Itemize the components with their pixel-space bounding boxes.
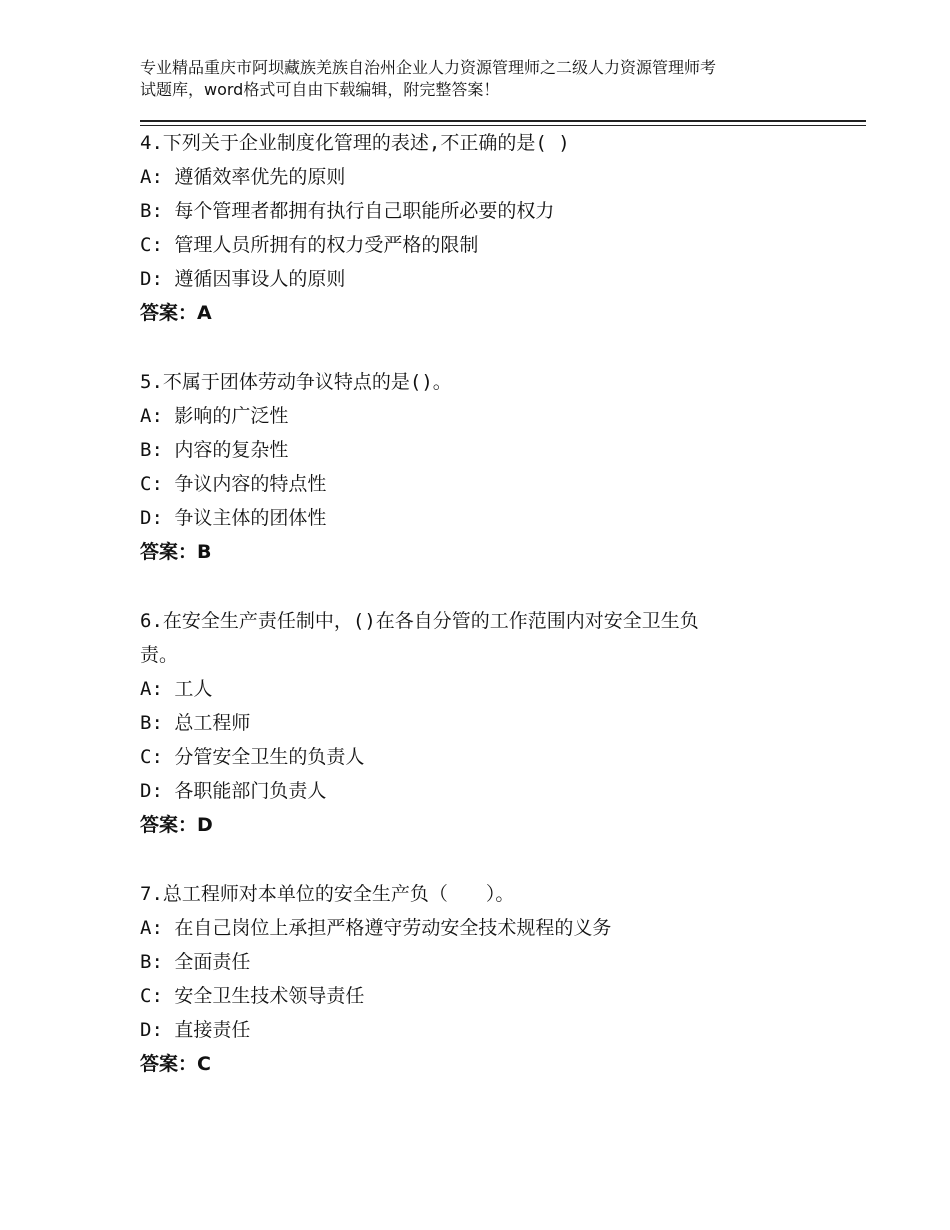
option-a: A: 影响的广泛性 <box>140 405 289 427</box>
option-d: D: 各职能部门负责人 <box>140 780 327 802</box>
option-d: D: 直接责任 <box>140 1019 251 1041</box>
option-c: C: 争议内容的特点性 <box>140 473 327 495</box>
question-stem-continued: 责。 <box>140 644 179 666</box>
header-divider-thick <box>140 120 866 122</box>
question-stem: 5.不属于团体劳动争议特点的是()。 <box>140 371 452 393</box>
option-a: A: 工人 <box>140 678 213 700</box>
option-c: C: 管理人员所拥有的权力受严格的限制 <box>140 234 479 256</box>
question-7 <box>140 877 840 1081</box>
question-6 <box>140 604 840 842</box>
answer: 答案：D <box>140 814 213 836</box>
option-b: B: 内容的复杂性 <box>140 439 289 461</box>
question-4 <box>140 126 840 330</box>
option-c: C: 安全卫生技术领导责任 <box>140 985 365 1007</box>
option-b: B: 每个管理者都拥有执行自己职能所必要的权力 <box>140 200 555 222</box>
option-c: C: 分管安全卫生的负责人 <box>140 746 365 768</box>
option-a: A: 在自己岗位上承担严格遵守劳动安全技术规程的义务 <box>140 917 612 939</box>
option-a: A: 遵循效率优先的原则 <box>140 166 346 188</box>
answer: 答案：B <box>140 541 212 563</box>
header-line-2: 试题库，word格式可自由下载编辑，附完整答案！ <box>140 80 500 99</box>
answer: 答案：C <box>140 1053 211 1075</box>
option-d: D: 争议主体的团体性 <box>140 507 327 529</box>
option-b: B: 全面责任 <box>140 951 251 973</box>
answer: 答案：A <box>140 302 212 324</box>
question-5 <box>140 365 840 569</box>
document-header <box>140 57 830 101</box>
header-line-1: 专业精品重庆市阿坝藏族羌族自治州企业人力资源管理师之二级人力资源管理师考 <box>140 58 717 77</box>
question-stem: 4.下列关于企业制度化管理的表述,不正确的是( ) <box>140 132 570 154</box>
option-b: B: 总工程师 <box>140 712 251 734</box>
option-d: D: 遵循因事设人的原则 <box>140 268 346 290</box>
question-stem: 6.在安全生产责任制中，()在各自分管的工作范围内对安全卫生负 <box>140 610 699 632</box>
question-stem: 7.总工程师对本单位的安全生产负（ ）。 <box>140 883 515 905</box>
